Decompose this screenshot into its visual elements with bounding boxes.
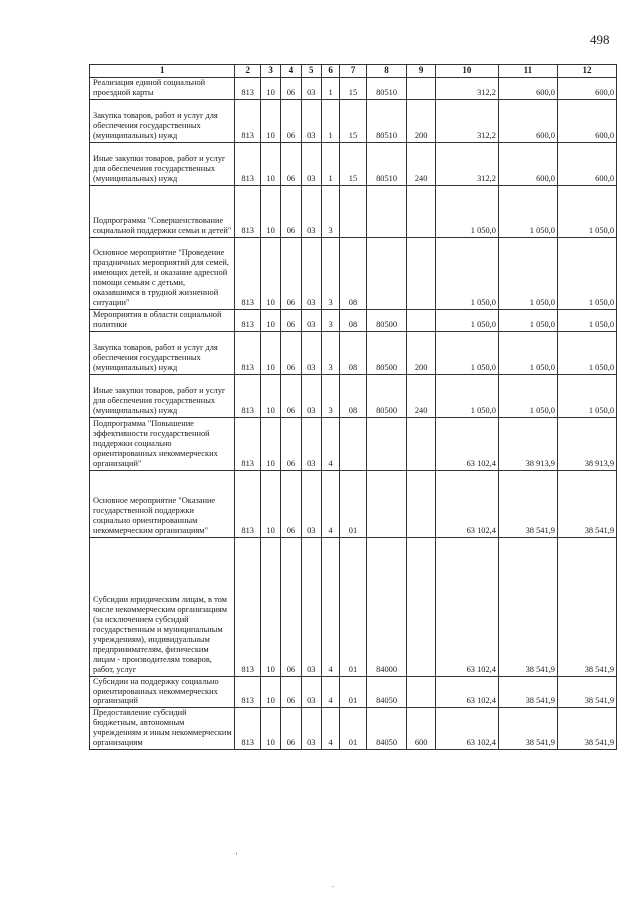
cell-c2: 813	[235, 708, 260, 750]
cell-c6: 4	[321, 708, 339, 750]
table-row	[90, 99, 617, 142]
cell-c12: 1 050,0	[557, 237, 616, 309]
cell-c11: 600,0	[498, 99, 557, 142]
cell-c6: 4	[321, 470, 339, 537]
row-name-cell: Субсидии юридическим лицам, в том числе некоммерческим организациям (за исключением субсидий государственным и муниципальным учреждениям), индивидуальным предпринимателям, физическим лицам - производителям товаров, работ, услуг	[90, 537, 235, 676]
cell-c10: 63 102,4	[435, 708, 498, 750]
cell-c3: 10	[260, 537, 280, 676]
cell-c12: 1 050,0	[557, 185, 616, 237]
cell-c10: 63 102,4	[435, 470, 498, 537]
cell-c8: 84000	[366, 537, 407, 676]
cell-c12: 600,0	[557, 99, 616, 142]
cell-c5: 03	[301, 374, 321, 417]
cell-c4: 06	[281, 417, 301, 470]
cell-c10: 63 102,4	[435, 676, 498, 708]
cell-c9	[407, 185, 435, 237]
cell-c4: 06	[281, 309, 301, 331]
row-name-cell: Основное мероприятие "Оказание государственной поддержки социально ориентированным некоммерческим организациям"	[90, 470, 235, 537]
cell-c8: 80500	[366, 331, 407, 374]
table-row	[90, 708, 617, 750]
cell-c3: 10	[260, 237, 280, 309]
table-row	[90, 142, 617, 185]
column-header: 1	[90, 65, 235, 78]
cell-c2: 813	[235, 374, 260, 417]
cell-c5: 03	[301, 417, 321, 470]
cell-c9	[407, 237, 435, 309]
row-name-cell: Предоставление субсидий бюджетным, автономным учреждениям и иным некоммерческим организациям	[90, 708, 235, 750]
cell-c7: 08	[340, 309, 366, 331]
cell-c3: 10	[260, 470, 280, 537]
cell-c7: 08	[340, 331, 366, 374]
table-row	[90, 309, 617, 331]
cell-c5: 03	[301, 470, 321, 537]
cell-c3: 10	[260, 708, 280, 750]
cell-c10: 312,2	[435, 78, 498, 100]
table-row	[90, 676, 617, 708]
cell-c9	[407, 470, 435, 537]
cell-c7: 01	[340, 676, 366, 708]
cell-c9: 200	[407, 99, 435, 142]
cell-c2: 813	[235, 142, 260, 185]
row-name-cell: Иные закупки товаров, работ и услуг для обеспечения государственных (муниципальных) нужд	[90, 142, 235, 185]
cell-c4: 06	[281, 78, 301, 100]
page-number: 498	[590, 32, 610, 47]
cell-c11: 1 050,0	[498, 237, 557, 309]
cell-c2: 813	[235, 78, 260, 100]
budget-table	[89, 64, 617, 750]
row-name-cell: Закупка товаров, работ и услуг для обеспечения государственных (муниципальных) нужд	[90, 331, 235, 374]
cell-c10: 312,2	[435, 142, 498, 185]
table-body	[90, 78, 617, 750]
cell-c10: 63 102,4	[435, 537, 498, 676]
column-header: 12	[557, 65, 616, 78]
cell-c10: 1 050,0	[435, 237, 498, 309]
cell-c12: 38 913,9	[557, 417, 616, 470]
table-row	[90, 185, 617, 237]
cell-c2: 813	[235, 676, 260, 708]
cell-c5: 03	[301, 537, 321, 676]
cell-c9: 600	[407, 708, 435, 750]
row-name-cell: Подпрограмма "Совершенствование социальной поддержки семьи и детей"	[90, 185, 235, 237]
cell-c8: 80510	[366, 78, 407, 100]
cell-c11: 38 541,9	[498, 676, 557, 708]
cell-c11: 38 913,9	[498, 417, 557, 470]
cell-c6: 3	[321, 309, 339, 331]
cell-c8	[366, 237, 407, 309]
column-header: 3	[260, 65, 280, 78]
cell-c8: 80500	[366, 309, 407, 331]
cell-c5: 03	[301, 676, 321, 708]
column-header: 8	[366, 65, 407, 78]
cell-c4: 06	[281, 537, 301, 676]
cell-c6: 3	[321, 185, 339, 237]
cell-c12: 1 050,0	[557, 309, 616, 331]
cell-c3: 10	[260, 142, 280, 185]
table-row	[90, 374, 617, 417]
cell-c10: 1 050,0	[435, 374, 498, 417]
cell-c12: 600,0	[557, 78, 616, 100]
cell-c12: 38 541,9	[557, 708, 616, 750]
cell-c11: 1 050,0	[498, 309, 557, 331]
cell-c8: 84050	[366, 708, 407, 750]
cell-c2: 813	[235, 185, 260, 237]
cell-c4: 06	[281, 185, 301, 237]
cell-c10: 1 050,0	[435, 309, 498, 331]
cell-c9	[407, 537, 435, 676]
column-header: 2	[235, 65, 260, 78]
cell-c4: 06	[281, 374, 301, 417]
cell-c3: 10	[260, 676, 280, 708]
cell-c7: 08	[340, 237, 366, 309]
cell-c4: 06	[281, 708, 301, 750]
column-header: 5	[301, 65, 321, 78]
scan-speck	[236, 852, 237, 855]
cell-c3: 10	[260, 331, 280, 374]
cell-c6: 4	[321, 676, 339, 708]
column-header: 10	[435, 65, 498, 78]
row-name-cell: Реализация единой социальной проездной карты	[90, 78, 235, 100]
column-header: 4	[281, 65, 301, 78]
cell-c5: 03	[301, 185, 321, 237]
cell-c11: 38 541,9	[498, 537, 557, 676]
cell-c7: 01	[340, 708, 366, 750]
cell-c7: 15	[340, 142, 366, 185]
row-name-cell: Иные закупки товаров, работ и услуг для обеспечения государственных (муниципальных) нужд	[90, 374, 235, 417]
table-row	[90, 417, 617, 470]
cell-c7: 08	[340, 374, 366, 417]
cell-c5: 03	[301, 142, 321, 185]
cell-c4: 06	[281, 237, 301, 309]
table-row	[90, 78, 617, 100]
cell-c9	[407, 676, 435, 708]
cell-c5: 03	[301, 78, 321, 100]
cell-c8: 84050	[366, 676, 407, 708]
cell-c9: 200	[407, 331, 435, 374]
cell-c7: 01	[340, 537, 366, 676]
cell-c2: 813	[235, 417, 260, 470]
cell-c6: 3	[321, 331, 339, 374]
cell-c7	[340, 417, 366, 470]
cell-c4: 06	[281, 142, 301, 185]
cell-c5: 03	[301, 708, 321, 750]
cell-c8: 80510	[366, 142, 407, 185]
cell-c12: 1 050,0	[557, 331, 616, 374]
table-row	[90, 331, 617, 374]
column-header: 7	[340, 65, 366, 78]
cell-c8	[366, 417, 407, 470]
cell-c7: 15	[340, 99, 366, 142]
column-header: 6	[321, 65, 339, 78]
cell-c12: 600,0	[557, 142, 616, 185]
cell-c3: 10	[260, 185, 280, 237]
cell-c11: 38 541,9	[498, 470, 557, 537]
cell-c2: 813	[235, 470, 260, 537]
cell-c8	[366, 185, 407, 237]
cell-c2: 813	[235, 99, 260, 142]
row-name-cell: Подпрограмма "Повышение эффективности государственной поддержки социально ориентированных некоммерческих организаций"	[90, 417, 235, 470]
table-row	[90, 237, 617, 309]
cell-c6: 3	[321, 237, 339, 309]
column-header: 9	[407, 65, 435, 78]
cell-c10: 1 050,0	[435, 331, 498, 374]
cell-c4: 06	[281, 331, 301, 374]
cell-c11: 38 541,9	[498, 708, 557, 750]
cell-c9	[407, 78, 435, 100]
cell-c3: 10	[260, 78, 280, 100]
cell-c3: 10	[260, 374, 280, 417]
cell-c11: 1 050,0	[498, 185, 557, 237]
cell-c7: 15	[340, 78, 366, 100]
cell-c12: 38 541,9	[557, 676, 616, 708]
cell-c9: 240	[407, 374, 435, 417]
scan-speck	[332, 886, 334, 887]
table-header-row	[90, 65, 617, 78]
cell-c8	[366, 470, 407, 537]
row-name-cell: Мероприятия в области социальной политики	[90, 309, 235, 331]
column-header: 11	[498, 65, 557, 78]
cell-c3: 10	[260, 417, 280, 470]
cell-c3: 10	[260, 309, 280, 331]
cell-c12: 38 541,9	[557, 537, 616, 676]
row-name-cell: Закупка товаров, работ и услуг для обеспечения государственных (муниципальных) нужд	[90, 99, 235, 142]
cell-c7	[340, 185, 366, 237]
cell-c9: 240	[407, 142, 435, 185]
cell-c11: 600,0	[498, 142, 557, 185]
cell-c10: 1 050,0	[435, 185, 498, 237]
cell-c10: 63 102,4	[435, 417, 498, 470]
cell-c6: 4	[321, 537, 339, 676]
cell-c4: 06	[281, 99, 301, 142]
cell-c12: 1 050,0	[557, 374, 616, 417]
cell-c12: 38 541,9	[557, 470, 616, 537]
cell-c2: 813	[235, 309, 260, 331]
cell-c5: 03	[301, 331, 321, 374]
cell-c2: 813	[235, 537, 260, 676]
cell-c6: 1	[321, 78, 339, 100]
cell-c5: 03	[301, 309, 321, 331]
cell-c8: 80500	[366, 374, 407, 417]
cell-c11: 1 050,0	[498, 374, 557, 417]
cell-c6: 3	[321, 374, 339, 417]
cell-c11: 1 050,0	[498, 331, 557, 374]
cell-c6: 4	[321, 417, 339, 470]
cell-c2: 813	[235, 237, 260, 309]
cell-c4: 06	[281, 676, 301, 708]
cell-c6: 1	[321, 99, 339, 142]
cell-c5: 03	[301, 99, 321, 142]
cell-c6: 1	[321, 142, 339, 185]
cell-c9	[407, 417, 435, 470]
table-row	[90, 470, 617, 537]
cell-c7: 01	[340, 470, 366, 537]
table-row	[90, 537, 617, 676]
cell-c5: 03	[301, 237, 321, 309]
cell-c3: 10	[260, 99, 280, 142]
cell-c8: 80510	[366, 99, 407, 142]
cell-c11: 600,0	[498, 78, 557, 100]
cell-c9	[407, 309, 435, 331]
cell-c2: 813	[235, 331, 260, 374]
row-name-cell: Субсидии на поддержку социально ориентированных некоммерческих организаций	[90, 676, 235, 708]
cell-c4: 06	[281, 470, 301, 537]
row-name-cell: Основное мероприятие "Проведение праздничных мероприятий для семей, имеющих детей, и оказание адресной помощи семьям с детьми, оказавшимся в трудной жизненной ситуации"	[90, 237, 235, 309]
cell-c10: 312,2	[435, 99, 498, 142]
